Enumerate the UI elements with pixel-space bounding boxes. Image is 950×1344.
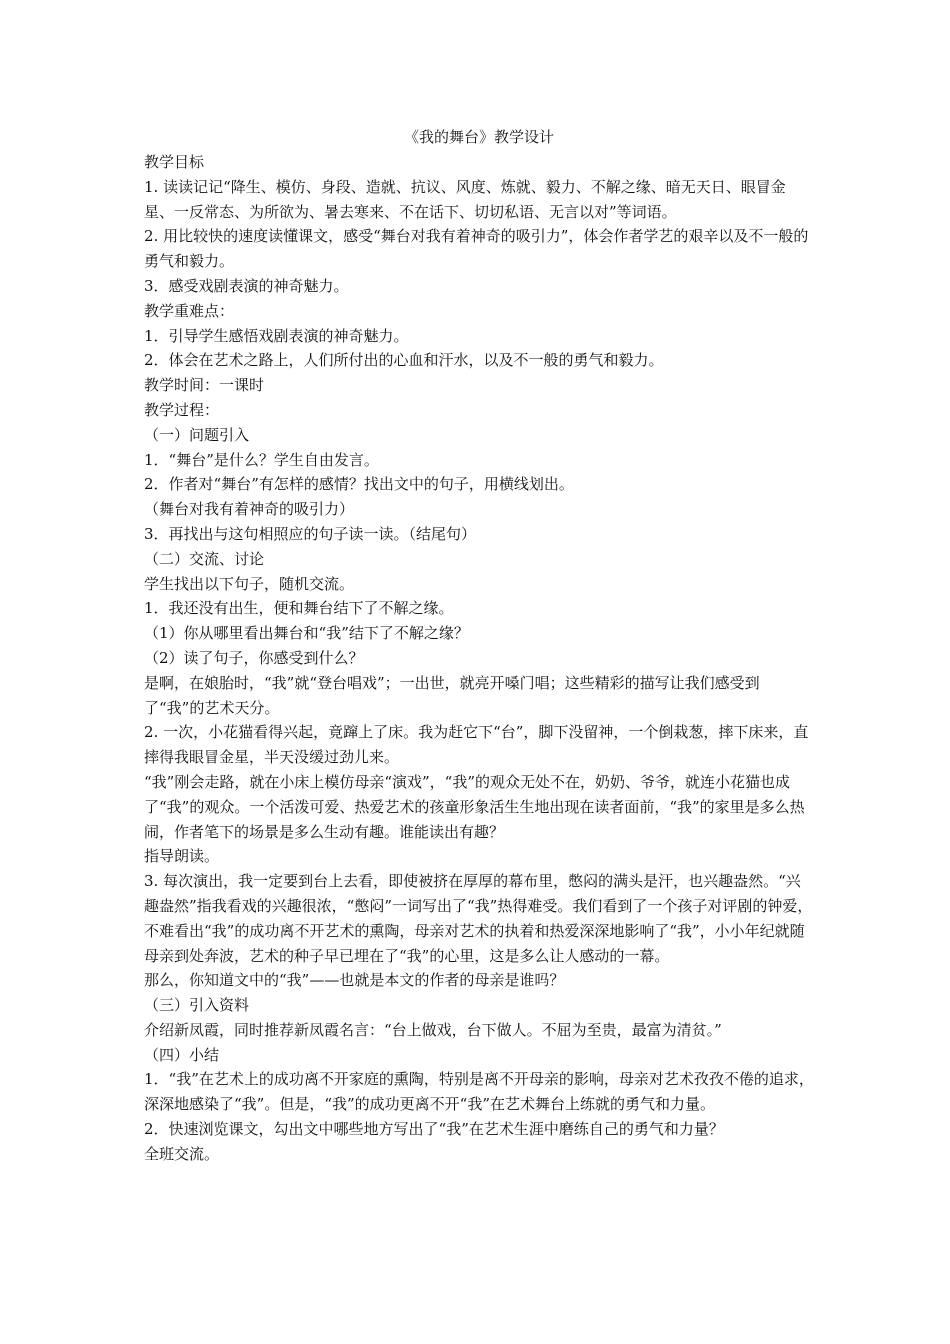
paragraph: 1．“我”在艺术上的成功离不开家庭的熏陶，特别是离不开母亲的影响，母亲对艺术孜孜不倦的追求，深深地感染了“我”。但是，“我”的成功更离不开“我”在艺术舞台上练就的勇气和力量。 bbox=[144, 1070, 814, 1114]
paragraph: 教学过程： bbox=[144, 400, 220, 419]
paragraph: （二）交流、讨论 bbox=[144, 549, 265, 568]
paragraph: （四）小结 bbox=[144, 1045, 220, 1064]
paragraph: 教学时间：一课时 bbox=[144, 376, 265, 395]
paragraph: 全班交流。 bbox=[144, 1144, 220, 1163]
document-page bbox=[144, 124, 814, 1167]
paragraph: 2．快速浏览课文，勾出文中哪些地方写出了“我”在艺术生涯中磨练自己的勇气和力量？ bbox=[144, 1120, 724, 1139]
paragraph: 2. 一次，小花猫看得兴起，竟蹿上了床。我为赶它下“台”，脚下没留神，一个倒栽葱，摔下床来，直摔得我眼冒金星，半天没缓过劲儿来。 bbox=[144, 723, 809, 767]
paragraph: 1．我还没有出生，便和舞台结下了不解之缘。 bbox=[144, 599, 454, 618]
paragraph: （舞台对我有着神奇的吸引力） bbox=[144, 500, 355, 519]
paragraph: 3. 每次演出，我一定要到台上去看，即使被挤在厚厚的幕布里，憋闷的满头是汗，也兴趣盎然。“兴趣盎然”指我看戏的兴趣很浓，“憋闷”一词写出了“我”热得难受。我们看到了一个孩子对评剧的钟爱，不难看出“我”的成功离不开艺术的熏陶，母亲对艺术的执着和热爱深深地影响了“我”，小小年纪就随母亲到处奔波，艺术的种子早已埋在了“我”的心里，这是多么让人感动的一幕。 bbox=[144, 872, 813, 965]
paragraph: 介绍新凤霞，同时推荐新凤霞名言：“台上做戏，台下做人。不屈为至贵，最富为清贫。” bbox=[144, 1020, 722, 1039]
paragraph: 指导朗读。 bbox=[144, 847, 220, 866]
document-title: 《我的舞台》教学设计 bbox=[403, 128, 554, 146]
paragraph: 1. 读读记记“降生、模仿、身段、造就、抗议、风度、炼就、毅力、不解之缘、暗无天日、眼冒金星、一反常态、为所欲为、暑去寒来、不在话下、切切私语、无言以对”等词语。 bbox=[144, 177, 786, 221]
paragraph: 3．感受戏剧表演的神奇魅力。 bbox=[144, 276, 349, 295]
paragraph: “我”刚会走路，就在小床上模仿母亲“演戏”，“我”的观众无处不在，奶奶、爷爷，就连小花猫也成了“我”的观众。一个活泼可爱、热爱艺术的孩童形象活生生地出现在读者面前，“我”的家里是多么热闹，作者笔下的场景是多么生动有趣。谁能读出有趣？ bbox=[144, 772, 805, 841]
paragraph: 2．体会在艺术之路上，人们所付出的心血和汗水，以及不一般的勇气和毅力。 bbox=[144, 351, 664, 370]
paragraph: 是啊，在娘胎时，“我”就“登台唱戏”；一出世，就亮开嗓门唱；这些精彩的描写让我们感受到了“我”的艺术天分。 bbox=[144, 673, 760, 717]
paragraph: （1）你从哪里看出舞台和“我”结下了不解之缘？ bbox=[144, 624, 469, 643]
paragraph: 学生找出以下句子，随机交流。 bbox=[144, 574, 355, 593]
paragraph: 3．再找出与这句相照应的句子读一读。（结尾句） bbox=[144, 524, 477, 543]
paragraph: 2. 用比较快的速度读懂课文，感受“舞台对我有着神奇的吸引力”，体会作者学艺的艰辛以及不一般的勇气和毅力。 bbox=[144, 227, 809, 271]
paragraph: 1．“舞台”是什么？学生自由发言。 bbox=[144, 450, 379, 469]
paragraph: 教学目标 bbox=[144, 153, 205, 171]
paragraph: 1．引导学生感悟戏剧表演的神奇魅力。 bbox=[144, 326, 409, 345]
paragraph: （一）问题引入 bbox=[144, 425, 250, 444]
paragraph: 那么，你知道文中的“我”——也就是本文的作者的母亲是谁吗？ bbox=[144, 971, 565, 990]
paragraph: 教学重难点： bbox=[144, 301, 235, 320]
paragraph: 2．作者对“舞台”有怎样的感情？找出文中的句子，用横线划出。 bbox=[144, 475, 574, 494]
paragraph: （三）引入资料 bbox=[144, 996, 250, 1015]
paragraph: （2）读了句子，你感受到什么？ bbox=[144, 648, 364, 667]
